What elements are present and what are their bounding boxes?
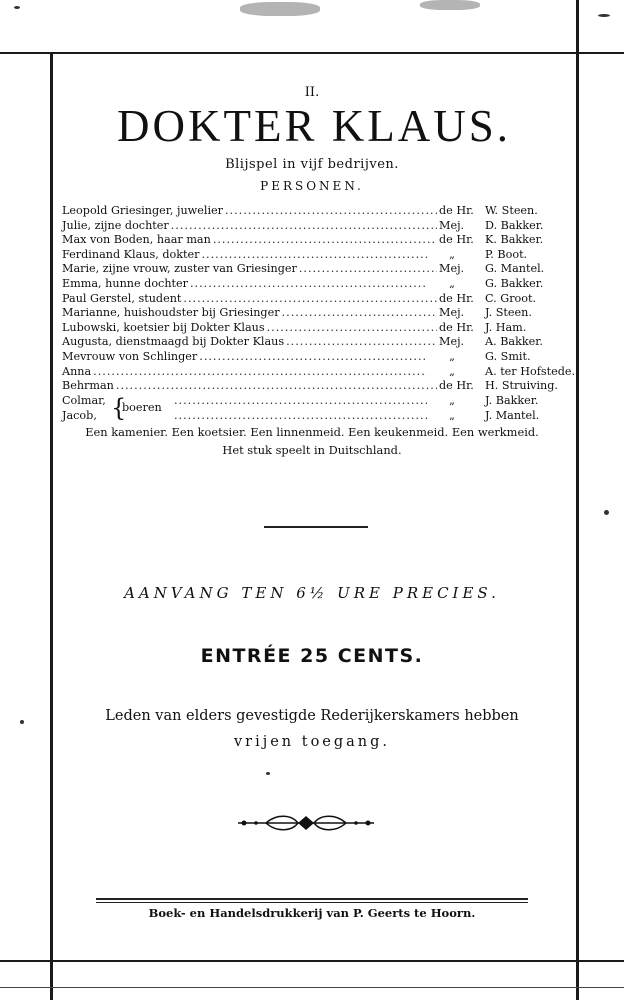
cast-actor: J. Steen. [485,306,532,320]
cast-actor: J. Ham. [485,320,527,334]
entrance-fee: ENTRÉE 25 CENTS. [200,645,424,667]
leader-dots [225,204,437,217]
cast-actor: A. Bakker. [485,335,543,349]
cast-role: Lubowski, koetsier bij Dokter Klaus [62,320,265,334]
cast-actor: D. Bakker. [485,218,544,232]
cast-heading: PERSONEN. [260,179,364,193]
leader-dots [116,379,437,392]
cast-row [62,321,562,336]
cast-prefix: Mej. [439,218,465,232]
cast-actor: A. ter Hofstede. [485,364,576,378]
play-title: DOKTER KLAUS. [117,101,511,151]
cast-row [62,350,562,365]
leader-dots [174,409,427,422]
boeren-label: boeren [122,401,162,414]
scan-smudge [240,2,320,16]
leader-dots [190,277,427,290]
scan-smudge [420,0,480,10]
scan-speck [266,772,270,775]
cast-list [62,204,576,394]
cast-actor: C. Groot. [485,291,537,305]
setting-line: Het stuk speelt in Duitschland. [222,443,402,457]
cast-role: Colmar, [62,394,106,407]
cast-row [62,204,562,219]
cast-actor: J. Bakker. [485,394,539,407]
cast-role: Marie, zijne vrouw, zuster van Griesinger [62,262,297,276]
cast-row [62,379,562,394]
cast-prefix: de Hr. [439,291,474,305]
cast-row [62,335,562,350]
cast-actor: G. Smit. [485,349,531,363]
cast-actor: W. Steen. [485,204,538,217]
cast-role: Behrman [62,379,114,393]
boeren-group [62,394,562,423]
printer-imprint: Boek- en Handelsdrukkerij van P. Geerts te Hoorn. [148,906,476,920]
cast-row [62,292,562,307]
cast-prefix: Mej. [439,262,465,276]
members-note-line2: vrijen toegang. [233,734,391,750]
play-subtitle: Blijspel in vijf bedrijven. [225,157,399,172]
scan-speck [14,6,20,9]
scan-speck [604,510,609,515]
cast-prefix: de Hr. [439,320,474,334]
cast-row [62,233,562,248]
cast-role: Max von Boden, haar man [62,233,211,247]
leader-dots [201,248,427,261]
cast-role: Leopold Griesinger, juwelier [62,204,223,217]
cast-prefix: de Hr. [439,204,474,217]
cast-role: Mevrouw von Schlinger [62,349,198,363]
cast-role: Anna [62,364,92,378]
cast-role: Marianne, huishoudster bij Griesinger [62,306,280,320]
cast-prefix: „ [449,247,455,261]
cast-role: Emma, hunne dochter [62,276,188,290]
right-border-rule [576,0,579,1000]
cast-role: Augusta, dienstmaagd bij Dokter Klaus [62,335,285,349]
top-border-rule [0,52,624,54]
cast-role: Jacob, [62,408,97,422]
cast-row [62,219,562,234]
cast-prefix: „ [449,394,455,407]
cast-actor: H. Struiving. [485,379,558,393]
cast-role: Paul Gerstel, student [62,291,182,305]
cast-actor: J. Mantel. [485,408,540,422]
left-border-rule [50,52,53,1000]
cast-prefix: „ [449,364,455,378]
cast-row [62,262,562,277]
cast-actor: K. Bakker. [485,233,544,247]
cast-actor: P. Boot. [485,247,528,261]
extras-line: Een kamenier. Een koetsier. Een linnenmeid. Een keukenmeid. Een werkmeid. [85,425,539,439]
cast-actor: G. Bakker. [485,276,544,290]
section-number: II. [304,85,320,100]
leader-dots [171,219,437,232]
cast-row [62,306,562,321]
leader-dots [199,350,427,363]
leader-dots [267,321,437,334]
bottom-thin-rule [0,987,624,988]
start-time: AANVANG TEN 6½ URE PRECIES. [124,584,500,602]
cast-prefix: „ [449,349,455,363]
cast-prefix: „ [449,408,455,422]
bottom-border-rule [0,960,624,962]
leader-dots [286,335,437,348]
cast-row [62,364,576,380]
section-divider [264,526,368,528]
cast-role: Julie, zijne dochter [62,218,169,232]
leader-dots [183,292,437,305]
imprint-rule-top [96,898,528,900]
ornament-icon [236,812,376,834]
cast-row [62,248,562,263]
leader-dots [174,394,427,407]
cast-prefix: „ [449,276,455,290]
cast-prefix: Mej. [439,306,465,320]
cast-role: Ferdinand Klaus, dokter [62,247,200,261]
leader-dots [282,306,437,319]
cast-prefix: de Hr. [439,379,474,393]
leader-dots [213,233,437,246]
leader-dots [299,262,437,275]
cast-row [62,277,562,292]
cast-actor: G. Mantel. [485,262,545,276]
brace-glyph: { [111,394,127,422]
scan-speck [598,14,610,17]
imprint-rule-bottom [96,902,528,903]
cast-prefix: de Hr. [439,233,474,247]
cast-prefix: Mej. [439,335,465,349]
leader-dots [93,365,427,378]
members-note-line1: Leden van elders gevestigde Rederijkerskamers hebben [105,708,519,724]
